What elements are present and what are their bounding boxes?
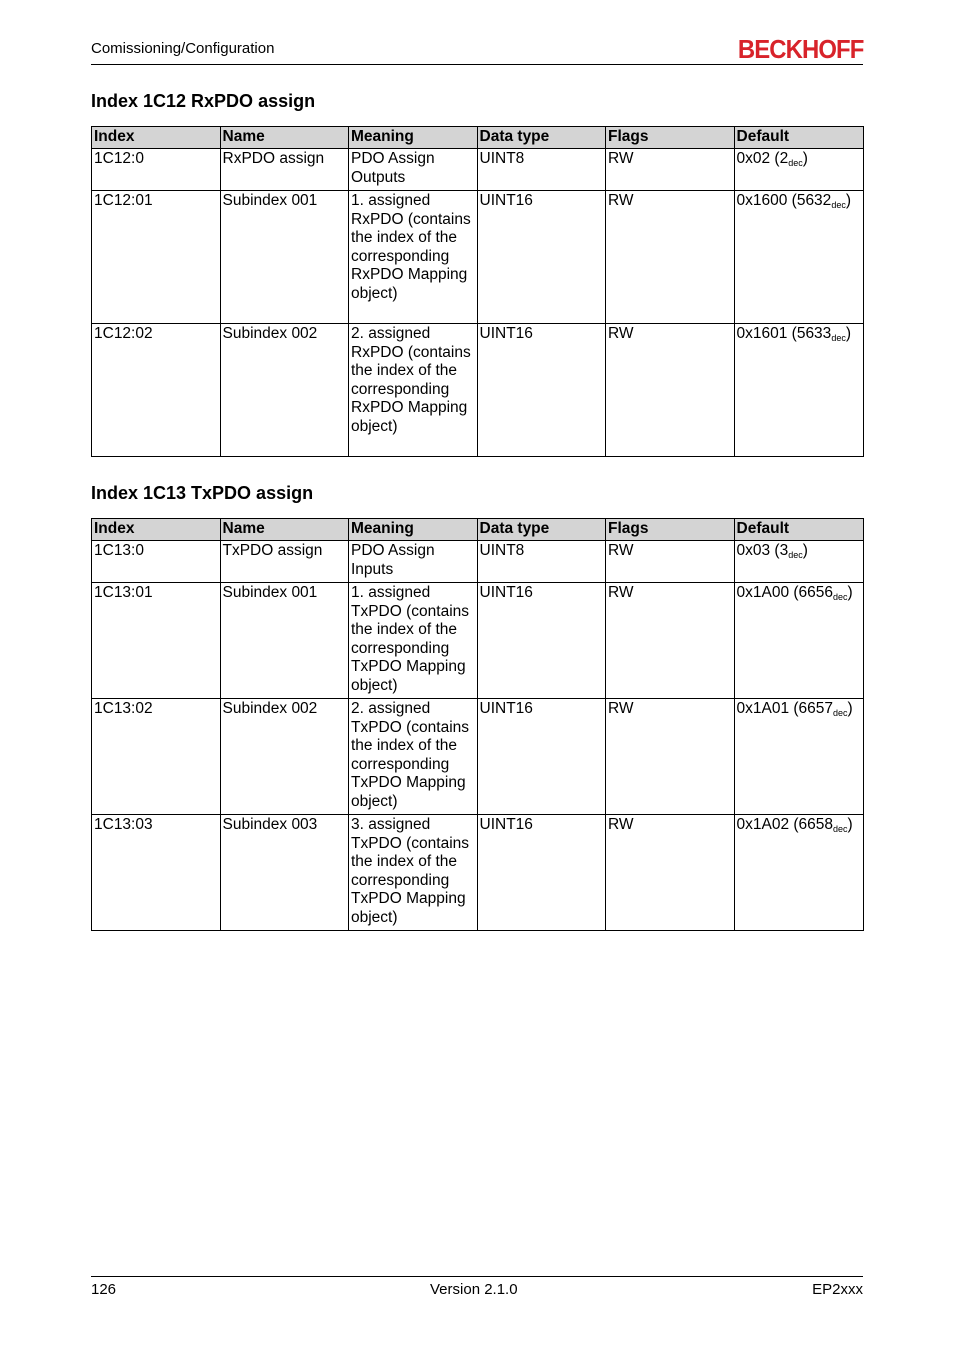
cell-data-type: UINT8 — [477, 541, 606, 583]
cell-index: 1C13:02 — [92, 699, 221, 815]
cell-flags: RW — [606, 541, 735, 583]
cell-flags: RW — [606, 191, 735, 324]
rx-heading: Index 1C12 RxPDO assign — [91, 91, 316, 111]
cell-name: Subindex 001 — [220, 583, 349, 699]
cell-meaning: 2. assigned RxPDO (contains the index of the corresponding RxPDO Mapping object) — [349, 324, 478, 457]
default-base-subscript: dec — [833, 708, 848, 718]
column-header: Name — [220, 519, 349, 541]
default-close: ) — [847, 700, 853, 717]
column-header: Meaning — [349, 127, 478, 149]
cell-default — [734, 699, 864, 815]
default-close: ) — [802, 150, 808, 167]
cell-index: 1C13:03 — [92, 815, 221, 931]
table-header-row — [92, 519, 864, 541]
table-row — [92, 541, 864, 583]
cell-name: Subindex 001 — [220, 191, 349, 324]
column-header: Data type — [477, 127, 606, 149]
default-value: 0x1601 (5633 — [736, 325, 832, 342]
table-header-row — [92, 127, 864, 149]
cell-default — [734, 815, 864, 931]
column-header: Default — [734, 519, 864, 541]
cell-name: Subindex 003 — [220, 815, 349, 931]
document-version: Version 2.1.0 — [430, 1281, 518, 1298]
default-base-subscript: dec — [788, 550, 803, 560]
default-value: 0x03 (3 — [736, 542, 789, 559]
cell-meaning: PDO Assign Outputs — [349, 149, 478, 191]
column-header: Flags — [606, 519, 735, 541]
column-header: Index — [92, 519, 221, 541]
table-row — [92, 191, 864, 324]
cell-meaning: 2. assigned TxPDO (contains the index of the corresponding TxPDO Mapping object) — [349, 699, 478, 815]
cell-flags: RW — [606, 583, 735, 699]
table-row — [92, 583, 864, 699]
cell-name: RxPDO assign — [220, 149, 349, 191]
default-value: 0x1A02 (6658 — [736, 816, 834, 833]
cell-index: 1C13:01 — [92, 583, 221, 699]
cell-meaning: PDO Assign Inputs — [349, 541, 478, 583]
cell-default — [734, 583, 864, 699]
default-base-subscript: dec — [833, 592, 848, 602]
txpdo-assign-table — [91, 518, 864, 931]
cell-flags: RW — [606, 815, 735, 931]
section-title: Comissioning/Configuration — [91, 40, 275, 57]
page-number: 126 — [91, 1281, 117, 1298]
column-header: Meaning — [349, 519, 478, 541]
cell-index: 1C12:01 — [92, 191, 221, 324]
cell-name: Subindex 002 — [220, 324, 349, 457]
default-close: ) — [847, 816, 853, 833]
default-close: ) — [802, 542, 808, 559]
table-row — [92, 699, 864, 815]
table-row — [92, 815, 864, 931]
column-header: Name — [220, 127, 349, 149]
cell-data-type: UINT16 — [477, 191, 606, 324]
default-close: ) — [845, 192, 851, 209]
cell-data-type: UINT16 — [477, 583, 606, 699]
default-close: ) — [845, 325, 851, 342]
cell-default — [734, 149, 864, 191]
cell-index: 1C12:0 — [92, 149, 221, 191]
cell-index: 1C12:02 — [92, 324, 221, 457]
cell-data-type: UINT8 — [477, 149, 606, 191]
page-header — [91, 34, 863, 65]
default-value: 0x1600 (5632 — [736, 192, 832, 209]
cell-flags: RW — [606, 149, 735, 191]
default-base-subscript: dec — [831, 200, 846, 210]
cell-default — [734, 324, 864, 457]
cell-default — [734, 191, 864, 324]
cell-name: TxPDO assign — [220, 541, 349, 583]
column-header: Data type — [477, 519, 606, 541]
default-value: 0x02 (2 — [736, 150, 789, 167]
default-base-subscript: dec — [833, 824, 848, 834]
table-row — [92, 149, 864, 191]
default-base-subscript: dec — [831, 333, 846, 343]
cell-index: 1C13:0 — [92, 541, 221, 583]
cell-meaning: 1. assigned TxPDO (contains the index of the corresponding TxPDO Mapping object) — [349, 583, 478, 699]
cell-flags: RW — [606, 699, 735, 815]
cell-default — [734, 541, 864, 583]
table-row — [92, 324, 864, 457]
cell-meaning: 3. assigned TxPDO (contains the index of the corresponding TxPDO Mapping object) — [349, 815, 478, 931]
column-header: Flags — [606, 127, 735, 149]
column-header: Index — [92, 127, 221, 149]
cell-flags: RW — [606, 324, 735, 457]
cell-data-type: UINT16 — [477, 699, 606, 815]
page-footer — [91, 1276, 863, 1298]
cell-meaning: 1. assigned RxPDO (contains the index of the corresponding RxPDO Mapping object) — [349, 191, 478, 324]
beckhoff-logo: BECKHOFF — [737, 34, 863, 64]
product-name: EP2xxx — [812, 1281, 863, 1298]
default-base-subscript: dec — [788, 158, 803, 168]
tx-heading: Index 1C13 TxPDO assign — [91, 483, 314, 503]
default-value: 0x1A01 (6657 — [736, 700, 834, 717]
cell-name: Subindex 002 — [220, 699, 349, 815]
default-value: 0x1A00 (6656 — [736, 584, 834, 601]
rxpdo-assign-table — [91, 126, 864, 457]
default-close: ) — [847, 584, 853, 601]
cell-data-type: UINT16 — [477, 324, 606, 457]
cell-data-type: UINT16 — [477, 815, 606, 931]
column-header: Default — [734, 127, 864, 149]
